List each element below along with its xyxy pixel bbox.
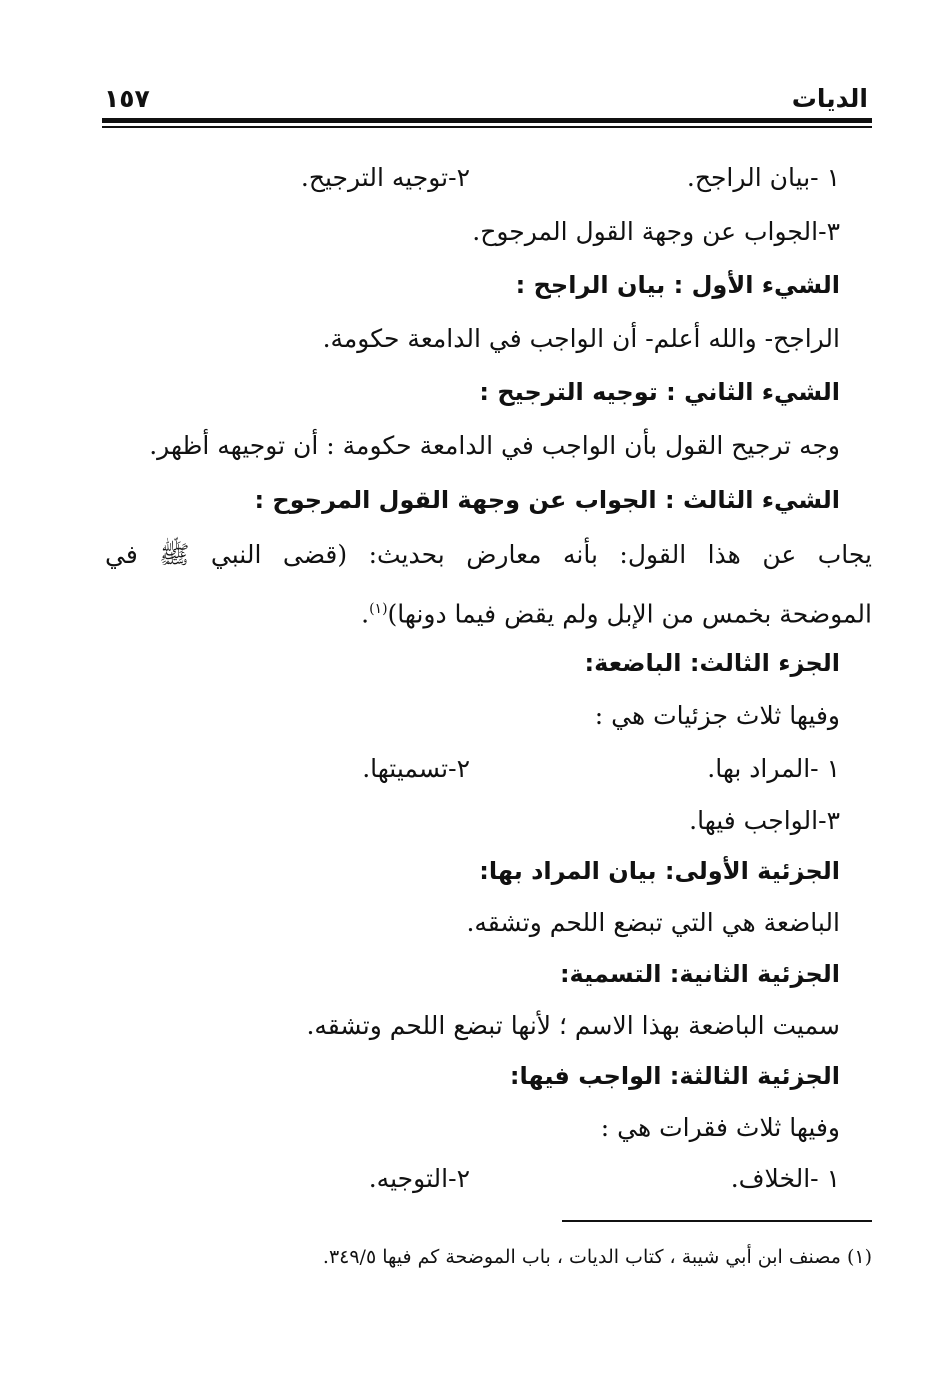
section-heading: الشيء الثاني : توجيه الترجيح : [479,378,840,406]
paragraph: وفيها ثلاث جزئيات هي : [594,701,840,730]
paragraph [361,591,872,632]
header-rule-thin [102,126,872,128]
section-heading: الشيء الأول : بيان الراجح : [515,271,840,299]
list-item: ٣-الجواب عن وجهة القول المرجوح. [472,217,840,246]
list-item: ١ -المراد بها. [707,754,840,783]
paragraph: الباضعة هي التي تبضع اللحم وتشقه. [466,908,840,937]
paragraph: الراجح- والله أعلم- أن الواجب في الدامعة حكومة. [322,324,840,353]
list-item: ٢-تسميتها. [362,754,470,783]
footnote: (١) مصنف ابن أبي شيبة ، كتاب الديات ، باب الموضحة كم فيها ٣٤٩/٥. [322,1246,872,1268]
paragraph-text: الموضحة بخمس من الإبل ولم يقض فيما دونها) [387,599,872,629]
subsection-heading: الجزئية الأولى: بيان المراد بها: [479,857,840,885]
part-heading: الجزء الثالث: الباضعة: [584,649,840,677]
paragraph: يجاب عن هذا القول: بأنه معارض بحديث: (قضى النبي ﷺ في [105,540,872,569]
paragraph-end: . [361,599,370,629]
header-rule [102,118,872,123]
list-item: ٣-الواجب فيها. [689,806,840,835]
list-item: ١ -الخلاف. [730,1164,840,1193]
running-title: الديات [791,84,868,113]
footnote-divider [562,1220,872,1222]
list-item: ٢-توجيه الترجيح. [300,163,470,192]
list-item: ١ -بيان الراجح. [686,163,840,192]
paragraph: وفيها ثلاث فقرات هي : [600,1113,840,1142]
footnote-ref[interactable]: (١) [369,601,388,617]
paragraph: وجه ترجيح القول بأن الواجب في الدامعة حكومة : أن توجيهه أظهر. [149,431,840,460]
page-number: ١٥٧ [104,84,150,113]
subsection-heading: الجزئية الثالثة: الواجب فيها: [509,1062,840,1090]
section-heading: الشيء الثالث : الجواب عن وجهة القول المرجوح : [254,486,840,514]
paragraph: سميت الباضعة بهذا الاسم ؛ لأنها تبضع اللحم وتشقه. [306,1011,840,1040]
subsection-heading: الجزئية الثانية: التسمية: [559,960,840,988]
list-item: ٢-التوجيه. [368,1164,470,1193]
